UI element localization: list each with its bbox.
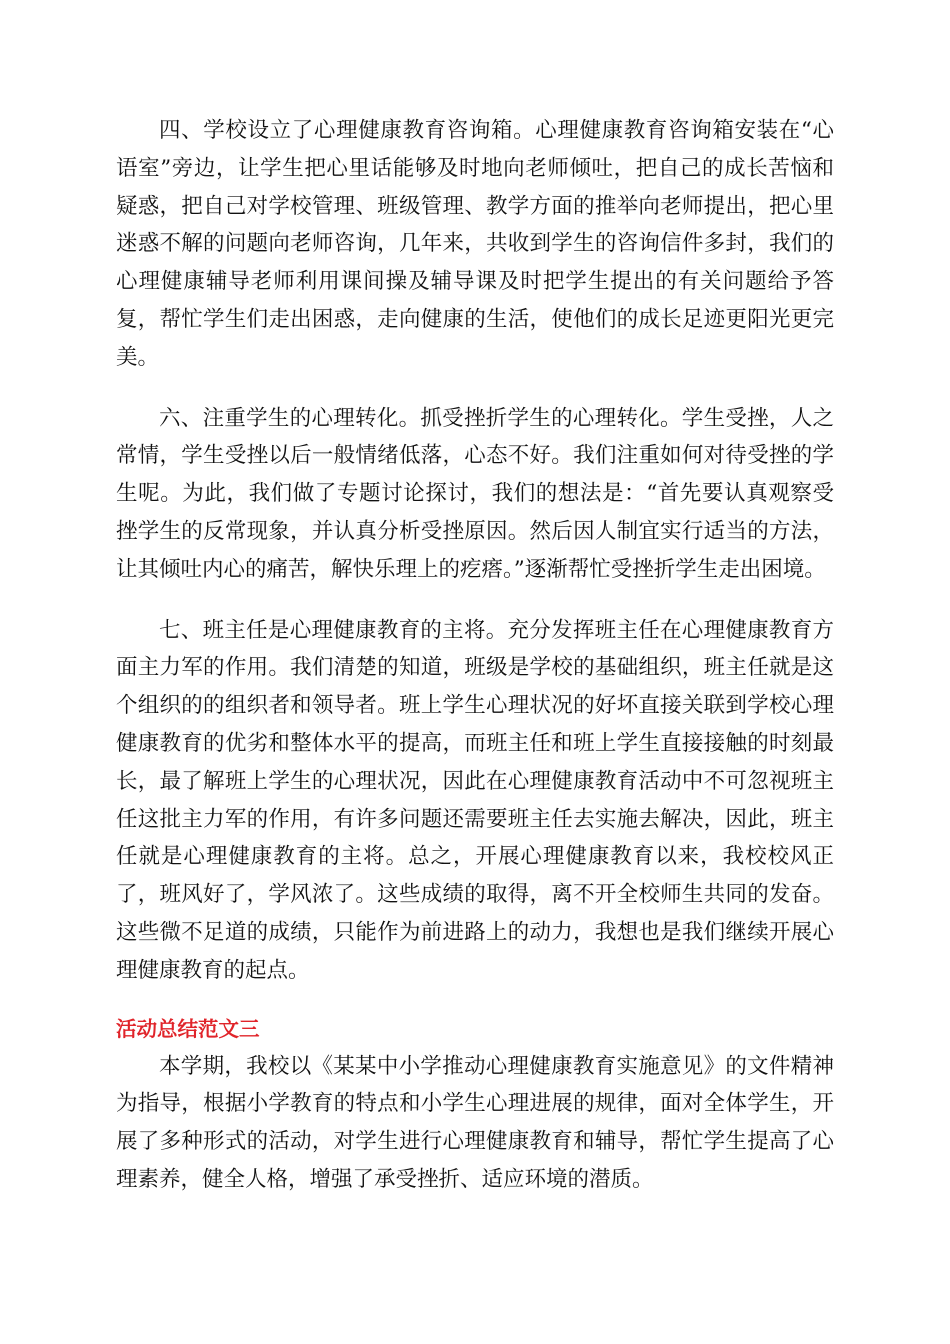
- paragraph-spacer: [116, 589, 834, 612]
- paragraph-item-4: 四、学校设立了心理健康教育咨询箱。心理健康教育咨询箱安装在“心语室”旁边，让学生把心里话能够及时地向老师倾吐，把自己的成长苦恼和疑惑，把自己对学校管理、班级管理、教学方面的推举向老师提出，把心里迷惑不解的问题向老师咨询，几年来，共收到学生的咨询信件多封，我们的心理健康辅导老师利用课间操及辅导课及时把学生提出的有关问题给予答复，帮忙学生们走出困惑，走向健康的生活，使他们的成长足迹更阳光更完美。: [116, 118, 834, 370]
- paragraph-item-6: 六、注重学生的心理转化。抓受挫折学生的心理转化。学生受挫，人之常情，学生受挫以后一般情绪低落，心态不好。我们注重如何对待受挫的学生呢。为此，我们做了专题讨论探讨，我们的想法是：“首先要认真观察受挫学生的反常现象，并认真分析受挫原因。然后因人制宜实行适当的方法，让其倾吐内心的痛苦，解快乐理上的疙瘩。”逐渐帮忙受挫折学生走出困境。: [116, 405, 834, 582]
- heading-spacer: [116, 990, 834, 1010]
- section-paragraph: 本学期，我校以《某某中小学推动心理健康教育实施意见》的文件精神为指导，根据小学教育的特点和小学生心理进展的规律，面对全体学生，开展了多种形式的活动，对学生进行心理健康教育和辅导，帮忙学生提高了心理素养，健全人格，增强了承受挫折、适应环境的潜质。: [116, 1053, 834, 1192]
- document-body: [116, 112, 834, 1199]
- paragraph-item-7: 七、班主任是心理健康教育的主将。充分发挥班主任在心理健康教育方面主力军的作用。我们清楚的知道，班级是学校的基础组织，班主任就是这个组织的的组织者和领导者。班上学生心理状况的好坏直接关联到学校心理健康教育的优劣和整体水平的提高，而班主任和班上学生直接接触的时刻最长，最了解班上学生的心理状况，因此在心理健康教育活动中不可忽视班主任这批主力军的作用，有许多问题还需要班主任去实施去解决，因此，班主任就是心理健康教育的主将。总之，开展心理健康教育以来，我校校风正了，班风好了，学风浓了。这些成绩的取得，离不开全校师生共同的发奋。这些微不足道的成绩，只能作为前进路上的动力，我想也是我们继续开展心理健康教育的起点。: [116, 617, 834, 983]
- section-heading: 活动总结范文三: [116, 1016, 260, 1041]
- paragraph-spacer: [116, 377, 834, 400]
